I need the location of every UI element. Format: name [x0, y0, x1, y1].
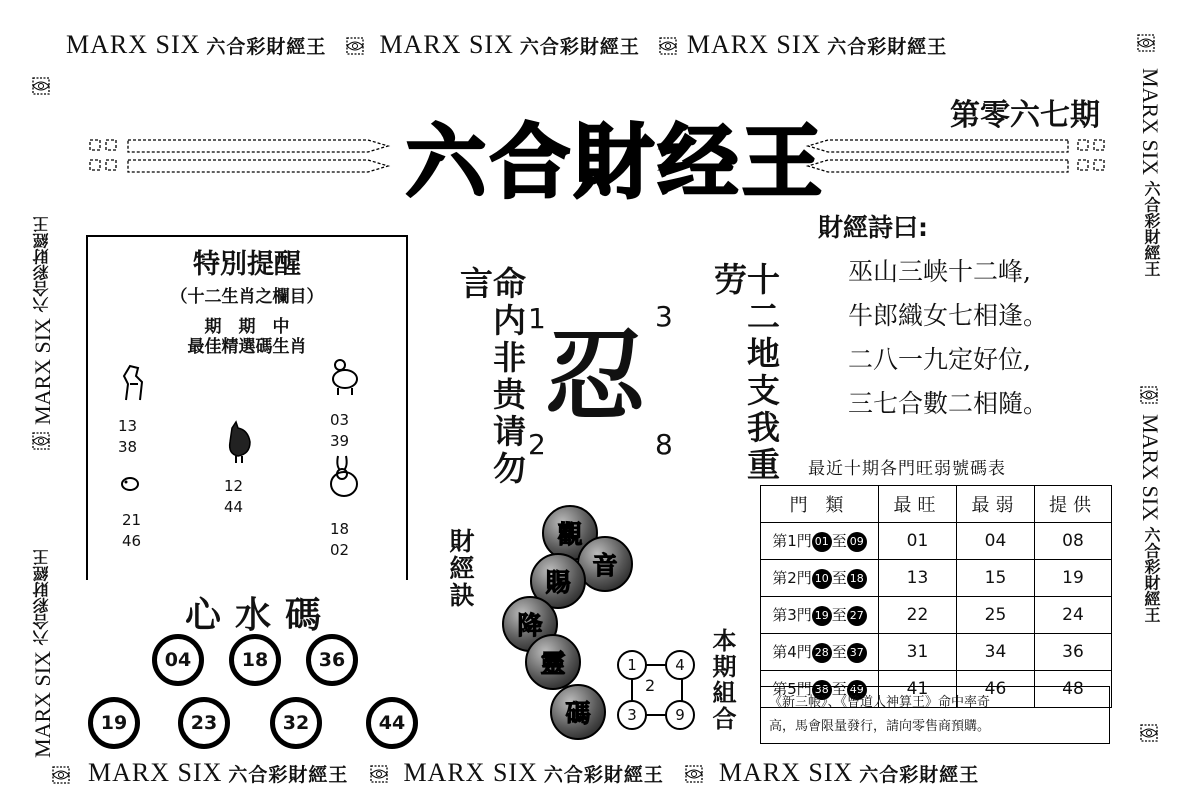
offer-cell: 36 — [1035, 634, 1112, 671]
min-cell: 15 — [957, 560, 1035, 597]
combo-node: 1 — [617, 650, 647, 680]
door-from: 38 — [812, 680, 832, 700]
goat-icon — [328, 355, 362, 397]
formula-ball: 靈 — [525, 634, 581, 690]
left-border-upper — [30, 100, 56, 425]
reminder-title: 特別提醒 — [193, 249, 301, 280]
header-offer: 提供 — [1035, 486, 1112, 523]
door-label: 第4門 — [772, 643, 812, 662]
combo-node: 3 — [617, 700, 647, 730]
combo-center: 2 — [645, 676, 656, 695]
door-from: 28 — [812, 643, 832, 663]
zodiac-numbers-rooster — [224, 476, 243, 518]
border-cn-text: 六合彩財經王 — [543, 765, 664, 786]
formula-ball: 碼 — [550, 684, 606, 740]
table-row — [761, 560, 1112, 597]
min-cell: 34 — [957, 634, 1035, 671]
max-cell: 13 — [879, 560, 957, 597]
left-verse: 命内非贵请勿言 — [455, 266, 527, 488]
center-number-1: 1 — [528, 302, 546, 335]
door-to-label: 至 — [831, 606, 847, 625]
border-cn-text: 六合彩財經王 — [206, 37, 327, 58]
zodiac-numbers-rabbit — [330, 519, 349, 561]
lucky-ball: 44 — [366, 697, 418, 749]
border-cn-text: 六合彩財經王 — [34, 549, 51, 646]
offer-cell: 24 — [1035, 597, 1112, 634]
border-cn-text: 六合彩財經王 — [519, 37, 640, 58]
zodiac-numbers-goat — [330, 410, 349, 452]
combo-node: 9 — [665, 700, 695, 730]
offer-cell: 19 — [1035, 560, 1112, 597]
formula-ball: 賜 — [530, 553, 586, 609]
door-from: 19 — [812, 606, 832, 626]
formula-ball: 音 — [577, 536, 633, 592]
knot-icon — [50, 764, 72, 786]
promo-line: 《新三帳》、《曾道人神算王》命中率奇 — [769, 695, 991, 710]
min-cell: 46 — [957, 671, 1035, 708]
door-label: 第5門 — [772, 680, 812, 699]
max-cell: 31 — [879, 634, 957, 671]
numbers-text: 21 46 — [122, 511, 142, 550]
knot-icon — [1135, 32, 1157, 54]
border-cn-text: 六合彩財經王 — [34, 216, 51, 313]
poem-line: 牛郎織女七相逢。 — [848, 301, 1049, 330]
border-cn-text: 六合彩財經王 — [228, 765, 349, 786]
door-label: 第3門 — [772, 606, 812, 625]
knot-icon — [1138, 384, 1160, 406]
door-from: 01 — [812, 532, 832, 552]
issue-number: 第零六七期 — [950, 98, 1100, 133]
reminder-line1: 期 期 中 — [204, 317, 290, 337]
door-cell — [761, 523, 879, 560]
knot-icon — [1138, 722, 1160, 744]
numbers-text: 13 38 — [118, 417, 138, 456]
poem-title: 財經詩曰: — [818, 213, 928, 242]
numbers-text: 03 39 — [330, 411, 350, 450]
border-en-text: MARX SIX — [1138, 414, 1163, 521]
table-row — [761, 597, 1112, 634]
border-en-text: MARX SIX — [1138, 68, 1163, 175]
max-cell: 01 — [879, 523, 957, 560]
center-glyph: 忍 — [545, 317, 645, 435]
door-cell — [761, 634, 879, 671]
stats-title: 最近十期各門旺弱號碼表 — [808, 459, 1006, 479]
promo-note — [760, 686, 1110, 744]
table-header — [761, 486, 1112, 523]
left-arrow-icon — [798, 132, 1108, 182]
combo-label: 本期組合 — [708, 628, 736, 732]
right-border-upper — [1137, 68, 1163, 378]
border-cn-text: 六合彩財經王 — [1142, 526, 1159, 623]
door-to-label: 至 — [831, 643, 847, 662]
page-title: 六合財经王 — [406, 116, 826, 209]
formula-label: 財經訣 — [446, 528, 475, 609]
rat-icon — [118, 472, 142, 494]
top-border — [66, 30, 947, 60]
zodiac-numbers-horse — [118, 416, 137, 458]
header-door: 門 類 — [761, 486, 879, 523]
horse-icon — [118, 362, 148, 402]
door-label: 第2門 — [772, 569, 812, 588]
reminder-line2: 最佳精選碼生肖 — [187, 337, 307, 357]
right-arrow-icon — [88, 132, 398, 182]
border-cn-text: 六合彩財經王 — [827, 37, 948, 58]
right-border-lower — [1137, 414, 1163, 714]
lucky-ball: 32 — [270, 697, 322, 749]
door-to: 09 — [847, 532, 867, 552]
poem-line: 二八一九定好位, — [848, 345, 1031, 374]
poem-line: 三七合數二相隨。 — [848, 389, 1049, 418]
door-from: 10 — [812, 569, 832, 589]
door-label: 第1門 — [772, 532, 812, 551]
border-en-text: MARX SIX — [403, 758, 538, 787]
border-en-text: MARX SIX — [66, 30, 201, 59]
max-cell: 22 — [879, 597, 957, 634]
door-to: 37 — [847, 643, 867, 663]
formula-ball: 降 — [502, 596, 558, 652]
right-verse: 十二地支我重劳 — [709, 262, 781, 484]
door-cell — [761, 597, 879, 634]
door-cell — [761, 560, 879, 597]
door-to-label: 至 — [831, 532, 847, 551]
stats-table — [760, 485, 1112, 708]
max-cell: 41 — [879, 671, 957, 708]
knot-icon — [683, 763, 705, 785]
bottom-border — [88, 758, 979, 788]
promo-line: 高，馬會限量發行，請向零售商預購。 — [769, 719, 991, 734]
formula-ball: 觀 — [542, 505, 598, 561]
left-border-lower — [30, 458, 56, 758]
lucky-ball: 23 — [178, 697, 230, 749]
knot-icon — [657, 35, 679, 57]
center-number-3: 3 — [655, 300, 673, 333]
header-max: 最旺 — [879, 486, 957, 523]
min-cell: 25 — [957, 597, 1035, 634]
offer-cell: 08 — [1035, 523, 1112, 560]
center-number-2: 2 — [528, 428, 546, 461]
border-en-text: MARX SIX — [30, 318, 55, 425]
door-to-label: 至 — [831, 569, 847, 588]
reminder-subtitle: （十二生肖之欄目） — [170, 287, 324, 307]
lucky-ball: 36 — [306, 634, 358, 686]
border-cn-text: 六合彩財經王 — [1142, 180, 1159, 277]
border-en-text: MARX SIX — [88, 758, 223, 787]
table-row — [761, 523, 1112, 560]
numbers-text: 12 44 — [224, 477, 244, 516]
rooster-icon — [222, 420, 256, 464]
poem-body — [848, 250, 1048, 426]
border-en-text: MARX SIX — [30, 651, 55, 758]
min-cell: 04 — [957, 523, 1035, 560]
door-to: 49 — [847, 680, 867, 700]
lucky-ball: 19 — [88, 697, 140, 749]
knot-icon — [30, 75, 52, 97]
table-row — [761, 634, 1112, 671]
lucky-ball: 18 — [229, 634, 281, 686]
zodiac-numbers-rat — [122, 510, 141, 552]
numbers-text: 18 02 — [330, 520, 350, 559]
offer-cell: 48 — [1035, 671, 1112, 708]
poem-line: 巫山三峡十二峰, — [848, 257, 1031, 286]
knot-icon — [30, 430, 52, 452]
rabbit-icon — [326, 452, 362, 500]
border-en-text: MARX SIX — [379, 30, 514, 59]
door-to: 27 — [847, 606, 867, 626]
combo-node: 4 — [665, 650, 695, 680]
lucky-ball: 04 — [152, 634, 204, 686]
center-number-8: 8 — [655, 428, 673, 461]
knot-icon — [368, 763, 390, 785]
border-cn-text: 六合彩財經王 — [859, 765, 980, 786]
knot-icon — [344, 35, 366, 57]
border-en-text: MARX SIX — [718, 758, 854, 787]
door-to-label: 至 — [831, 680, 847, 699]
heart-water-title: 心水碼 — [185, 595, 336, 636]
header-min: 最弱 — [957, 486, 1035, 523]
border-en-text: MARX SIX — [686, 30, 822, 59]
door-to: 18 — [847, 569, 867, 589]
